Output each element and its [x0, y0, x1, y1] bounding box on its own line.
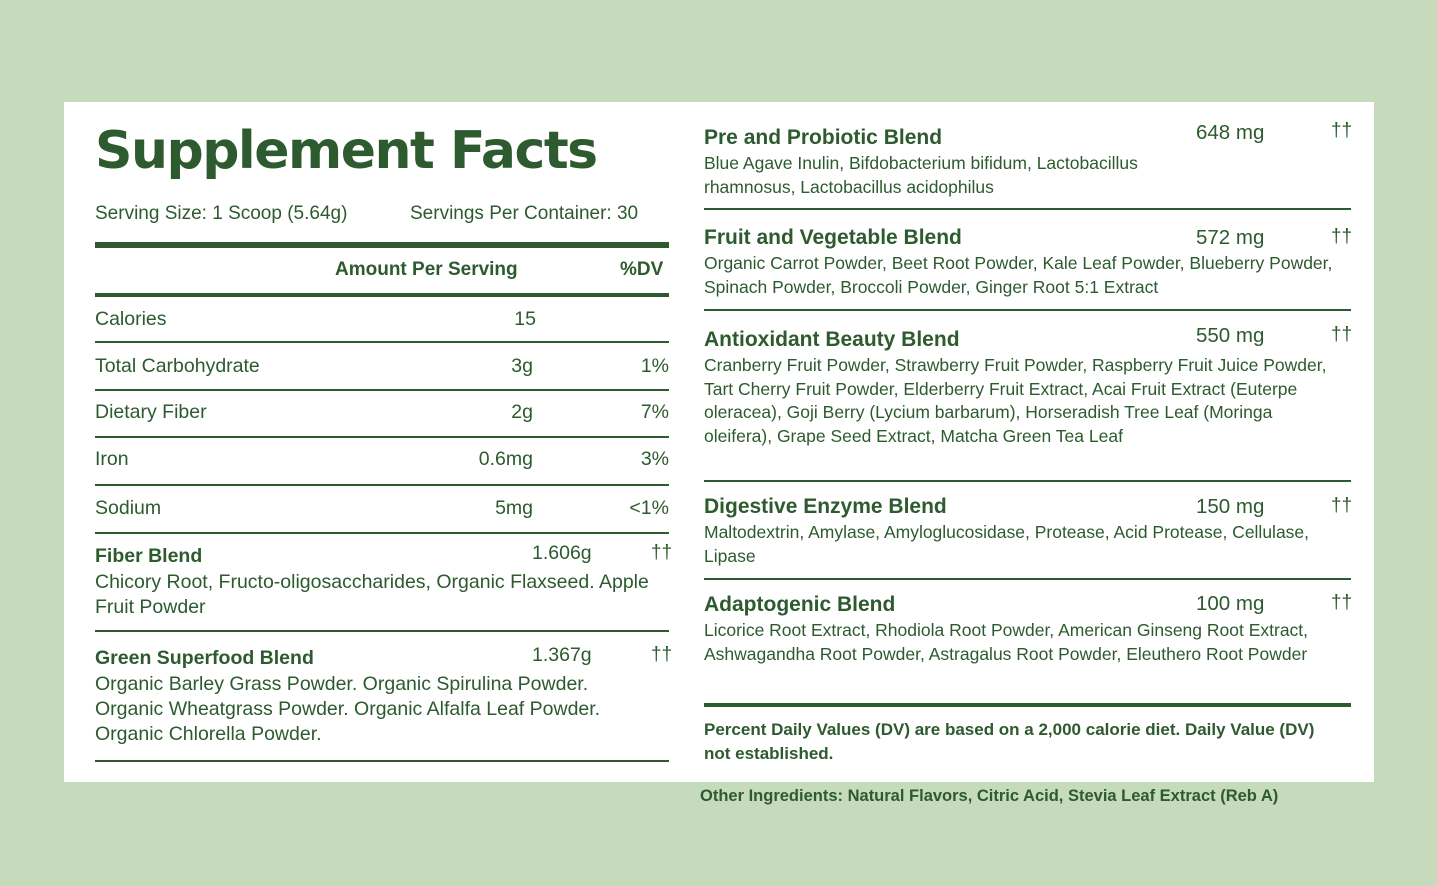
blend-amount: 1.367g: [532, 644, 592, 666]
nutrient-dv: 7%: [640, 401, 669, 423]
blend-name: Fruit and Vegetable Blend: [704, 226, 962, 249]
blend-dv: ††: [1331, 495, 1353, 516]
blend-name: Digestive Enzyme Blend: [704, 495, 947, 518]
blend-dv: ††: [1331, 120, 1353, 141]
blend-name: Green Superfood Blend: [95, 647, 314, 669]
row-divider: [704, 208, 1351, 210]
row-divider: [704, 578, 1351, 580]
blend-amount: 100 mg: [1196, 592, 1265, 615]
blend-dv: ††: [1331, 324, 1353, 345]
row-divider: [95, 341, 669, 343]
dv-header: %DV: [620, 259, 664, 280]
header-divider: [95, 293, 669, 297]
nutrient-amount: 3g: [511, 355, 533, 377]
row-divider: [95, 484, 669, 486]
blend-dv: ††: [1331, 592, 1353, 613]
thick-divider: [704, 703, 1351, 707]
nutrient-dv: 3%: [640, 448, 669, 470]
nutrient-name: Sodium: [95, 497, 162, 519]
nutrient-amount: 5mg: [495, 497, 533, 519]
blend-amount: 150 mg: [1196, 495, 1265, 518]
row-divider: [95, 760, 669, 762]
blend-description: Licorice Root Extract, Rhodiola Root Powder, American Ginseng Root Extract, Ashwagandha Root Powder, Astragalus Root Powder, Eleuthero Root Powder: [704, 620, 1309, 664]
nutrient-name: Calories: [95, 308, 167, 330]
row-divider: [704, 309, 1351, 311]
blend-amount: 648 mg: [1196, 121, 1265, 144]
blend-description: Cranberry Fruit Powder, Strawberry Fruit Powder, Raspberry Fruit Juice Powder, Tart Cherry Fruit Powder, Elderberry Fruit Extract, Acai Fruit Extract (Euterpe oleracea), Goji Berry (Lycium barbarum), Horseradish Tree Leaf (Moringa oleifera), Grape Seed Extract, Matcha Green Tea Leaf: [704, 355, 1327, 446]
other-ingredients: Other Ingredients: Natural Flavors, Citric Acid, Stevia Leaf Extract (Reb A): [700, 787, 1279, 805]
blend-description: Organic Barley Grass Powder. Organic Spirulina Powder. Organic Wheatgrass Powder. Organic Alfalfa Leaf Powder. Organic Chlorella Powder.: [95, 673, 601, 745]
thick-divider: [95, 242, 669, 248]
blend-description: Blue Agave Inulin, Bifdobacterium bifidum, Lactobacillus rhamnosus, Lactobacillus acidophilus: [704, 153, 1138, 197]
row-divider: [95, 389, 669, 391]
blend-name: Adaptogenic Blend: [704, 593, 896, 616]
nutrient-amount: 0.6mg: [478, 448, 533, 470]
blend-dv: ††: [1331, 226, 1353, 247]
row-divider: [95, 436, 669, 438]
nutrient-amount: 2g: [511, 401, 533, 423]
nutrient-dv: 1%: [640, 355, 669, 377]
blend-amount: 1.606g: [532, 542, 592, 564]
daily-value-footnote: Percent Daily Values (DV) are based on a 2,000 calorie diet. Daily Value (DV) not established.: [704, 720, 1315, 763]
nutrient-amount: 15: [514, 308, 536, 330]
amount-per-serving-header: Amount Per Serving: [335, 259, 518, 280]
serving-size: Serving Size: 1 Scoop (5.64g): [95, 203, 348, 224]
blend-amount: 572 mg: [1196, 226, 1265, 249]
page-title: Supplement Facts: [95, 121, 597, 181]
row-divider: [704, 480, 1351, 482]
nutrient-name: Dietary Fiber: [95, 401, 207, 423]
blend-name: Fiber Blend: [95, 545, 203, 567]
blend-dv: ††: [651, 542, 673, 563]
nutrient-dv: <1%: [629, 497, 669, 519]
row-divider: [95, 532, 669, 534]
blend-amount: 550 mg: [1196, 324, 1265, 347]
blend-description: Organic Carrot Powder, Beet Root Powder, Kale Leaf Powder, Blueberry Powder, Spinach Powder, Broccoli Powder, Ginger Root 5:1 Extract: [704, 253, 1333, 297]
nutrient-name: Total Carbohydrate: [95, 355, 260, 377]
blend-name: Pre and Probiotic Blend: [704, 126, 943, 149]
row-divider: [95, 630, 669, 632]
blend-description: Maltodextrin, Amylase, Amyloglucosidase, Protease, Acid Protease, Cellulase, Lipase: [704, 522, 1310, 566]
blend-name: Antioxidant Beauty Blend: [704, 328, 960, 351]
nutrient-name: Iron: [95, 448, 129, 470]
blend-description: Chicory Root, Fructo-oligosaccharides, Organic Flaxseed. Apple Fruit Powder: [95, 571, 649, 618]
blend-dv: ††: [651, 644, 673, 665]
servings-per-container: Servings Per Container: 30: [410, 203, 639, 224]
